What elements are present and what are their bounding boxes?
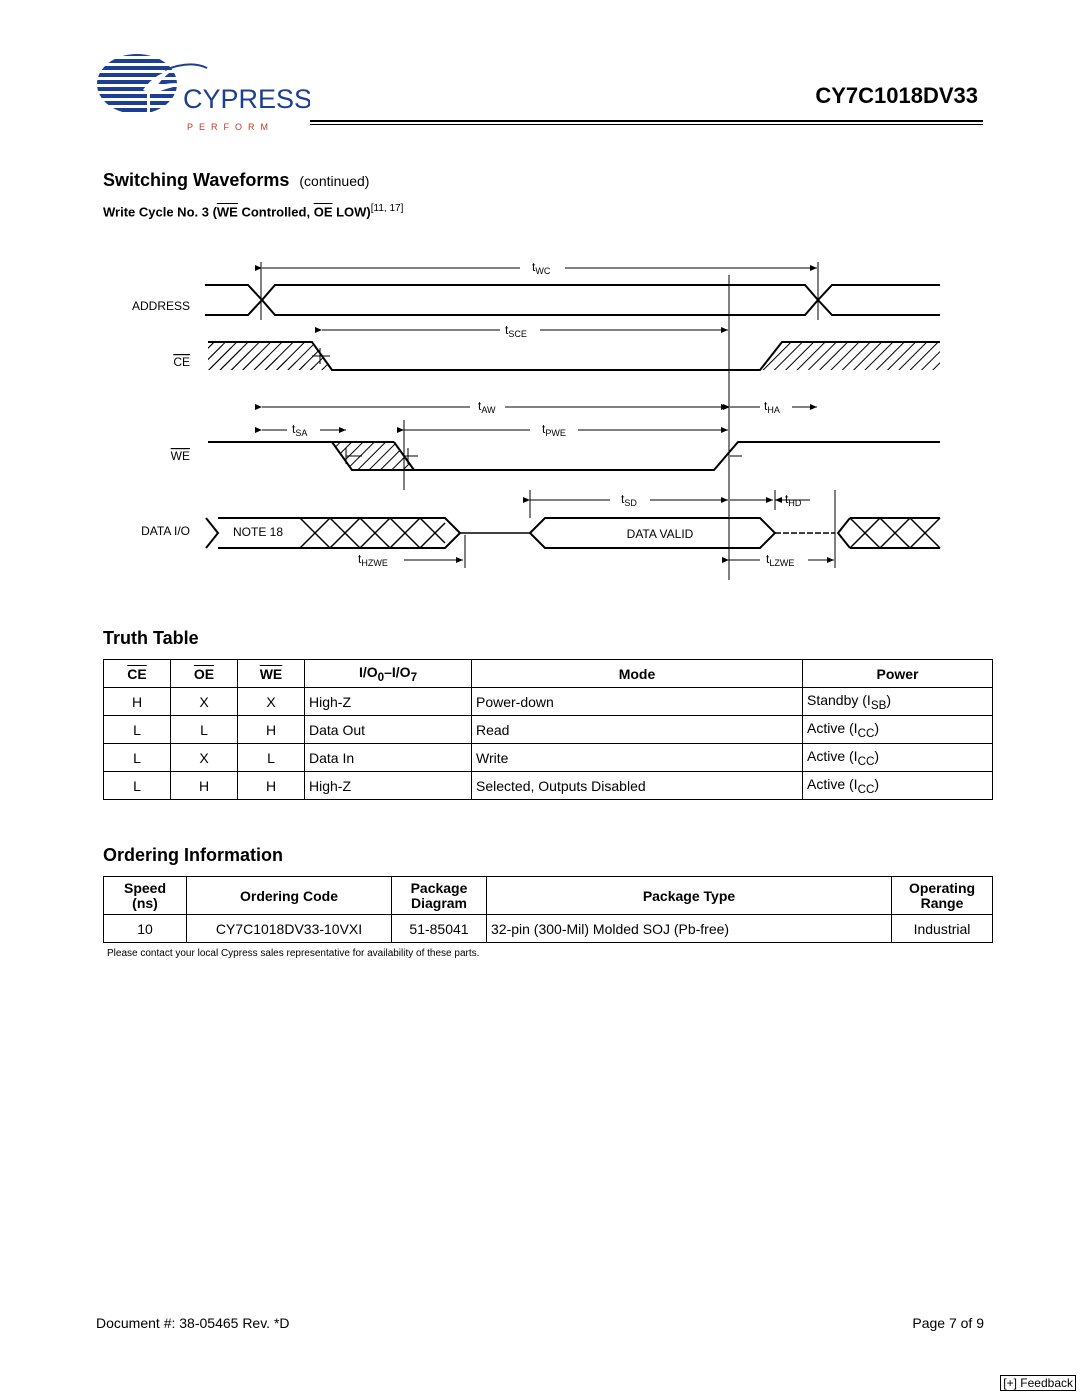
header-rule-thin xyxy=(310,124,983,125)
table-row: L X L Data In Write Active $(I_{CC})$ xyxy=(104,744,993,772)
we-waveform xyxy=(208,442,940,470)
truth-table xyxy=(103,659,993,800)
address-waveform xyxy=(205,285,940,315)
svg-text:tWC: $t_{WC}$ xyxy=(532,260,551,276)
svg-text:tHZWE: $t_{HZWE}$ xyxy=(358,552,388,568)
ordering-table-header: Speed (ns) Ordering Code Package Diagram Package Type Operating Range xyxy=(104,877,993,915)
waveforms-section-title xyxy=(103,170,369,191)
table-row: 10 CY7C1018DV33-10VXI 51-85041 32-pin (300-Mil) Molded SOJ (Pb-free) Industrial xyxy=(104,915,993,943)
note-18-label: NOTE 18 xyxy=(233,525,284,539)
truth-table-header: $\overline{CE}$ $\overline{OE}$ $\overline{WE}$ $I/O_0-I/O_7$ Mode Power xyxy=(104,660,993,688)
svg-text:tSD: $t_{SD}$ xyxy=(621,492,637,508)
data-io-label: DATA I/O xyxy=(141,524,190,538)
ordering-info-title: Ordering Information xyxy=(103,845,283,865)
svg-text:tPWE: $t_{PWE}$ xyxy=(542,422,566,438)
part-number: CY7C1018DV33 xyxy=(815,83,978,108)
ordering-note: Please contact your local Cypress sales representative for availability of these parts. xyxy=(107,948,480,959)
cypress-logo xyxy=(95,50,310,135)
section-title-suffix: (continued) xyxy=(299,173,370,189)
address-label: ADDRESS xyxy=(131,299,190,313)
ce-waveform xyxy=(208,342,940,370)
data-valid-label: DATA VALID xyxy=(626,527,694,541)
svg-text:tHA: $t_{HA}$ xyxy=(764,399,780,415)
globe-icon xyxy=(95,52,185,114)
ce-label: CE xyxy=(173,355,190,369)
waveform-subtitle: Write Cycle No. 3 ($\overline{WE}$ Controlled, $\overline{OE}$ LOW)[11, 17] xyxy=(103,203,404,220)
timing-arrows xyxy=(262,268,835,568)
svg-text:tSCE: $t_{SCE}$ xyxy=(505,323,527,339)
timing-diagram xyxy=(0,250,1080,580)
we-label: WE xyxy=(170,449,190,463)
ordering-table xyxy=(103,876,993,943)
timing-labels xyxy=(292,260,802,568)
table-row: L H H High-Z Selected, Outputs Disabled Active $(I_{CC})$ xyxy=(104,772,993,800)
table-row: L L H Data Out Read Active $(I_{CC})$ xyxy=(104,716,993,744)
brand-name: CYPRESS xyxy=(183,84,310,114)
page-number: Page 7 of 9 xyxy=(912,1315,984,1331)
truth-table-title: Truth Table xyxy=(103,628,199,648)
header-rule xyxy=(310,120,983,122)
io-header: $I/O_0-I/O_7$ xyxy=(305,660,472,688)
svg-text:tAW: $t_{AW}$ xyxy=(478,399,496,415)
feedback-link[interactable]: [+] Feedback xyxy=(1000,1375,1076,1391)
section-title-text: Switching Waveforms xyxy=(103,170,290,190)
svg-text:tHD: $t_{HD}$ xyxy=(785,492,802,508)
svg-text:tSA: $t_{SA}$ xyxy=(292,422,308,438)
data-io-waveform xyxy=(206,518,940,548)
table-row: H X X High-Z Power-down Standby $(I_{SB})$ xyxy=(104,688,993,716)
document-number: Document #: 38-05465 Rev. *D xyxy=(96,1315,290,1331)
brand-tagline: PERFORM xyxy=(187,122,274,132)
svg-text:tLZWE: $t_{LZWE}$ xyxy=(766,552,795,568)
